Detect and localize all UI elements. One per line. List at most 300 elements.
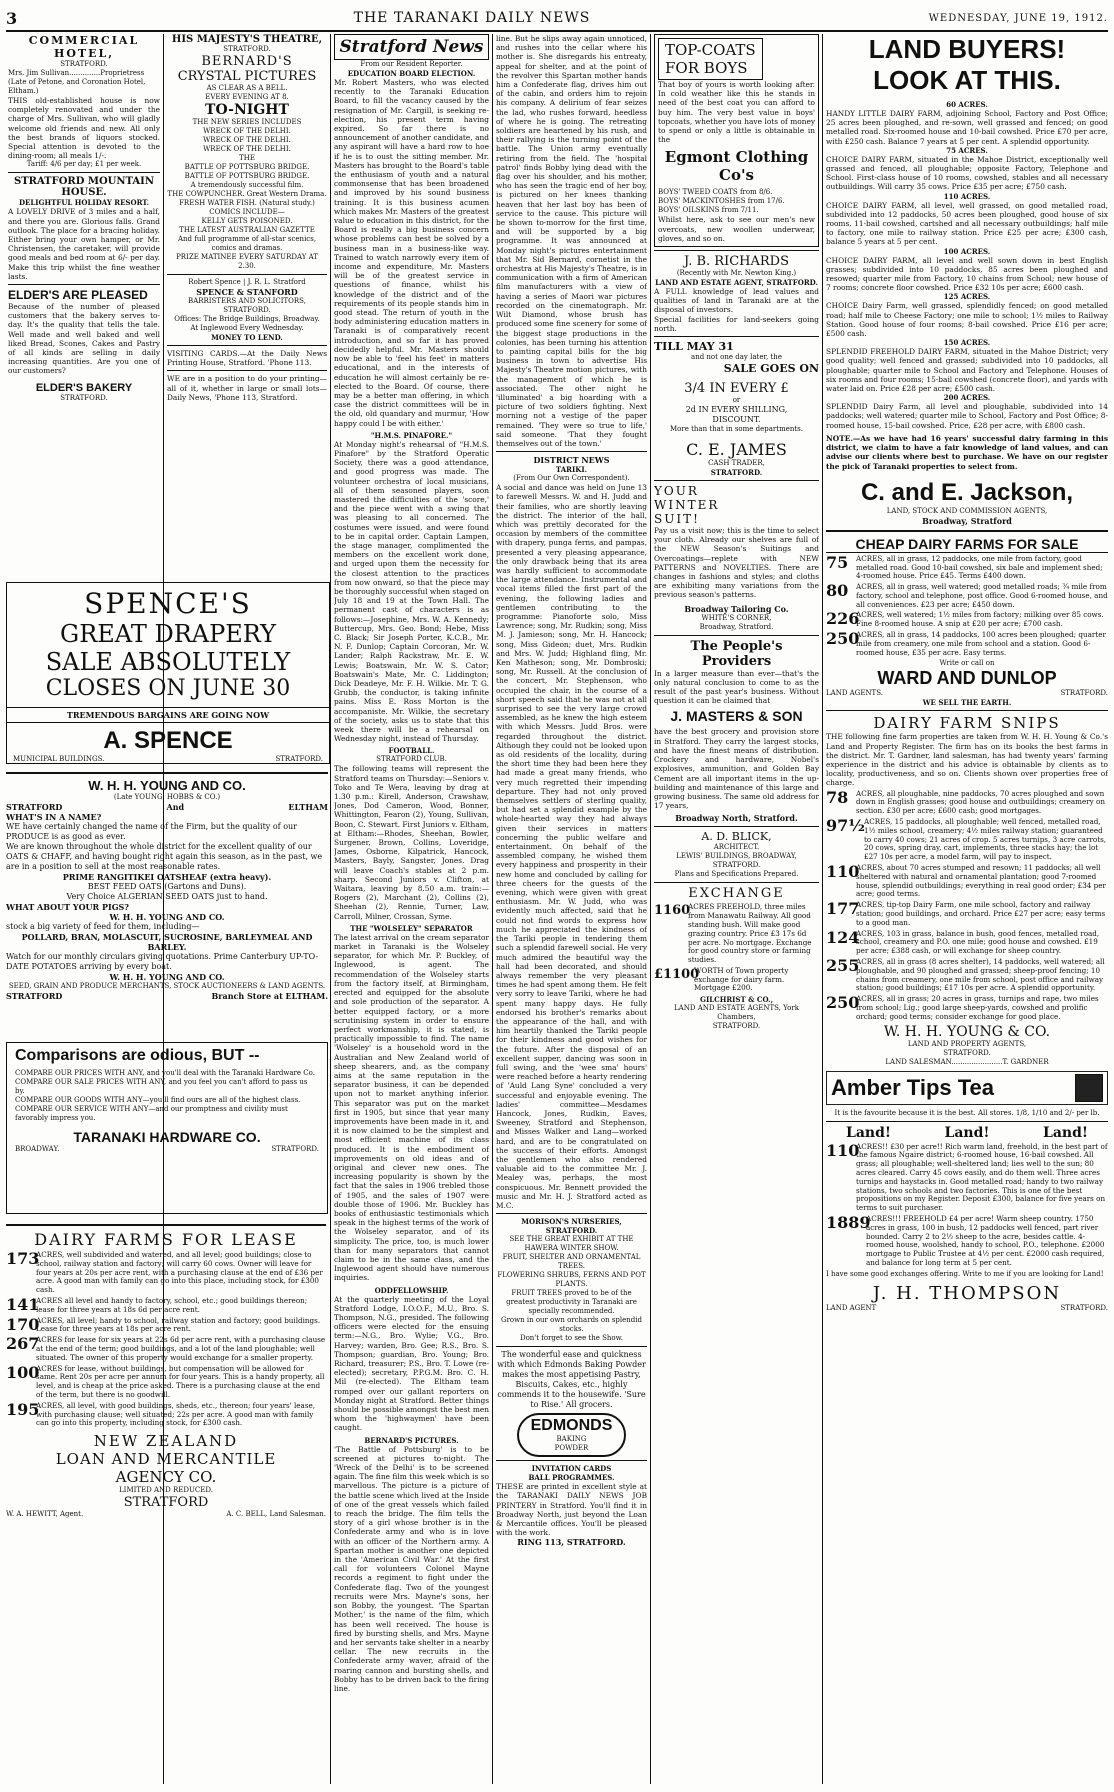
snip-desc: ACRES, 103 in grass, balance in bush, good fences, metalled road, school, creamery and P.O. one mile; good house and cowshed. £19 per acre; £388 cash, or will exchange for sheep country.: [856, 928, 1100, 956]
young-p1: WE have certainly changed the name of the Firm, but the quality of our PRODUCE is as good as ever.: [6, 822, 297, 841]
richards-ad: [654, 254, 819, 333]
lease-item: [6, 1251, 326, 1295]
lease-item: [6, 1362, 326, 1400]
farm-desc: HANDY LITTLE DAIRY FARM, adjoining School, Factory and Post Office; 25 acres been ploughed, and re-sown, well grassed and fenced; on good metalled road. Six-roomed house and 10-bail cowshed. Price £70 per acre, with £250 cash. Balance 7 years at 5 per cent. A splendid opportunity.: [826, 109, 1108, 146]
topcoats-item: BOYS' OILSKINS from 7/11.: [658, 206, 759, 215]
district-news-heading: DISTRICT NEWS: [533, 455, 610, 466]
farm-acres: 60 ACRES.: [946, 100, 988, 109]
young-h3: W. H. H. YOUNG AND CO.: [109, 912, 225, 922]
lease-acres: 141: [6, 1294, 40, 1314]
providers-ad: [654, 639, 819, 824]
young-question: WHAT'S IN A NAME?: [6, 812, 102, 822]
farm-acres: 110 ACRES.: [943, 191, 991, 201]
section-subheading: STRATFORD CLUB.: [376, 755, 447, 764]
printing-notice: WE are in a position to do your printing—all of it, whether in large or small lots—Daily News, 'Phone 113, Stratford.: [167, 374, 327, 402]
invitation-ring: RING 113, STRATFORD.: [517, 1537, 626, 1548]
elders-bakery-ad: [8, 288, 160, 403]
jackson-addr: Broadway, Stratford: [922, 515, 1012, 526]
film-2: WRECK OF THE DELHI.: [203, 145, 291, 153]
lease-item: [6, 1336, 326, 1362]
young-h4: W. H. H. YOUNG AND CO.: [109, 972, 225, 982]
young-f1: STRATFORD: [6, 991, 63, 1001]
column-2-top: [167, 34, 327, 594]
snip-item: [826, 901, 1108, 927]
invitation-cards-ad: [496, 1464, 647, 1547]
snip-item: [826, 995, 1108, 1021]
exchange-item: [654, 967, 819, 993]
thompson-desc: ACRES!! £30 per acre!! Rich warm land, freehold, in the best part of the famous Ngaire district; 6-roomed house, 16-bail cowshed. All grass; all ploughable; well-sheltered land; lies well to the sun; 80 acres cleared. Carry 45 cows easily, and do them well. Three acres turnips and haystacks in. Good metalled road; handy to two railway stations, two schools and two factories. This is one of the best propositions on my Register. Deposit £300, balance for five years on terms to suit purchaser.: [856, 1141, 1108, 1213]
blick-addr: LEWIS' BUILDINGS, BROADWAY, STRATFORD.: [676, 852, 797, 870]
blick-plans: Plans and Specifications Prepared.: [674, 870, 799, 879]
film-12: And full programme of all-star scenics, comics and dramas.: [177, 235, 317, 252]
article-body: line. But he slips away again unnoticed, and rushes into the cellar where his mother is. She disregards his entreaty, appeal for shelter, and at the point of the revolver this Spartan mother hands him a Confederate flag, drives him out of the cabin, and orders him to rejoin his company. A delirium of fear seizes the lad, who rushes forward, heedless of where he is going. The retreating soldiers are heartened by his rush, and their rallying is the turning point of the battle. The Union army eventually retiring from the field. The 'hospital patrol' finds Bobby lying dead with the flag over his shoulder, and his mother, who has seen the tragic end of her boy, is pictured on her knees thanking heaven that her last boy has been of service to the cause. This picture will be shown to-morrow for the first time, and will be supported by a big programme. It was announced at Monday night's pictures entertainment that Mr. Sid Bernard, cornetist in the orchestra at His Majesty's Theatre, is in communication with a firm of American film manufacturers with a view of having a series of Maori war pictures recorded on the cinematograph. Mr. Wilt Diamond, whose brush has produced some fine scenery for some of the biggest stage productions in the colonies, has been turning his attention to painting capital bills for the big business in town to advertise His Majesty's Theatre motion pictures, with the management of which he is associated. The other night he 'illuminated' a big hoarding with a picture of two soldiers fighting. Next morning not a vestige of the paper remained. 'They were so true to life,' said someone. 'That they fought themselves out of the town.': [496, 34, 647, 448]
section-heading: "H.M.S. PINAFORE.": [370, 430, 453, 440]
film-3: THE: [239, 154, 255, 162]
spence-stanford-ad: [167, 278, 327, 342]
cheap-desc: ACRES, well watered; 1½ miles from factory; milking over 85 cows. Fine 8-roomed house. A snip at £20 per acre; £700 cash.: [856, 610, 1104, 629]
column-rule: [492, 34, 493, 1784]
winter-body: Pay us a visit now; this is the time to select your cloth. Already our shelves are full of the NEW Season's Suitings and Overcoatings—replete with NEW PATTERNS and NOVELTIES. There are changes in fashions and styles; and cloths are exhibiting many variations from the previous season's patterns.: [654, 526, 819, 600]
thompson-item: [826, 1140, 1108, 1213]
snip-acres: 255: [826, 956, 860, 976]
newspaper-title: THE TARANAKI DAILY NEWS: [353, 10, 591, 26]
edmonds-logo-powder: POWDER: [554, 1444, 589, 1453]
topcoats-item: BOYS' TWEED COATS from 8/6.: [658, 188, 773, 197]
farm-acres: 125 ACRES.: [943, 292, 991, 302]
mountain-house-body: A LOVELY DRIVE of 3 miles and a half, and there you are. Glorious falls. Grand outlook. The place for a bracing holiday. Either bring your own hamper, or Mr. Christensen, the caretaker, will provide good meals and bed room at 6/- per day. Make this trip whilst the fine weather lasts.: [8, 207, 160, 281]
snip-desc: ACRES, about 70 acres stumped and resown; 11 paddocks; all well sheltered with natural and ornamental plantation; good 7-roomed house, splendid outbuildings; everything in real good order; £34 per acre; good terms.: [856, 863, 1106, 899]
cheap-headline: CHEAP DAIRY FARMS FOR SALE: [826, 536, 1108, 553]
cheap-item: [826, 552, 1108, 581]
topcoats-ad: [654, 34, 819, 247]
snip-item: [826, 864, 1108, 899]
column-rule: [650, 34, 651, 1784]
lease-acres: 195: [6, 1399, 40, 1419]
james-sale-ad: [654, 340, 819, 477]
morison-nurseries-ad: [496, 1217, 647, 1343]
edmonds-text: The wonderful ease and quickness with which Edmonds Baking Powder makes the most appetising Pastry, Biscuits, Cakes, etc., highly commends it to the housewife. 'Sure to Rise.' All grocers.: [497, 1350, 646, 1410]
land-exclaim-2: Land!: [944, 1124, 990, 1141]
ball-programmes: BALL PROGRAMMES.: [528, 1473, 615, 1483]
spence-bargains: TREMENDOUS BARGAINS ARE GOING NOW: [7, 707, 329, 723]
snips-salesman: LAND SALESMAN.......................T. GARDNER: [885, 1057, 1049, 1066]
blick-ad: [654, 830, 819, 879]
new-series: THE NEW SERIES INCLUDES: [192, 118, 302, 126]
snip-desc: ACRES, tip-top Dairy Farm, one mile school, factory and railway station; good buildings, and orchard. Price £27 per acre; easy terms to a good man.: [856, 900, 1106, 927]
district-news-column: [496, 34, 647, 1784]
blick-name: A. D. BLICK,: [701, 830, 772, 844]
farm-desc: SPLENDID Dairy Farm, all level and ploughable, subdivided into 14 paddocks; well watered; quarter mile to School, Factory and Post Office; 8-roomed house, 15-bail cowshed. Price, £28 per acre, with £800 cash.: [826, 402, 1108, 430]
column-5: [654, 34, 819, 1784]
ward-slogan: WE SELL THE EARTH.: [922, 698, 1012, 708]
thompson-acres: 1889: [826, 1212, 871, 1232]
young-title: W. H. H. YOUNG AND CO.: [88, 778, 246, 793]
jackson-name: C. and E. Jackson,: [860, 478, 1074, 506]
cheap-acres: 226: [826, 609, 860, 629]
topcoats-body-2: Whilst here, ask to see our men's new overcoats, new woollen underwear, gloves, and so on.: [658, 215, 815, 243]
lease-acres: 100: [6, 1362, 40, 1382]
film-8: FRESH WATER FISH. (Natural study.): [179, 199, 315, 207]
farm-desc: SPLENDID FREEHOLD DAIRY FARM, situated in the Mahoe District; very good quality; well fenced and grassed; subdivided into 10 paddocks, all ploughable; quarter mile to School and Factory and Telephone. Houses of six rooms and four rooms; 15-bail cowshed (concrete floor), and yards with water laid on. Price £28 per acre; £500 cash.: [826, 347, 1108, 394]
farm-acres: 150 ACRES.: [943, 338, 991, 348]
topcoats-body: That boy of yours is worth looking after. In cold weather like this he stands in need of the best coat you can afford to buy him. The very best value in boys' topcoats, whether you have lots of money to spend or only a little is obtainable in the: [658, 80, 815, 145]
winter-h3: SUIT!: [654, 512, 700, 527]
discount-shilling: 2d IN EVERY SHILLING,: [685, 405, 788, 415]
morison-trees: FRUIT, SHELTER AND ORNAMENTAL TREES.: [502, 1253, 641, 1271]
elders-town: STRATFORD.: [60, 393, 108, 402]
spence-town: STRATFORD.: [275, 755, 323, 763]
not-one-day: and not one day later, the: [691, 353, 782, 362]
snip-acres: 110: [826, 862, 860, 882]
james-town: STRATFORD.: [710, 468, 763, 478]
article-body: The following teams will represent the Stratford teams on Thursday:—Seniors v. Toko and Te Wera, leaving by drag at 1.30 p.m.: Kirell, Anderson, Crawshaw, Jones, Dod Cameron, Wood, Bonner, Whittington, Fearon (2), Young, Sullivan, Boon, C. Stewart. First Juniors v. Eltham, at Eltham:—Rhodes, Sheehan, Bowler, Surgener, Brown, Collins, Loveridge, James, Osborne, Kilpatrick, Hancock, Masters, Bayly, Sangster, Jones. Drag will leave Coach's stables at 2 p.m. sharp. Second Juniors v. Clifton, at Waitara, leaving by 8.50 a.m. train:—Rogers (2), Marchant (2), Collins (2), Sheehan (2), Rennie, Turner, Law, Carroll, Milner, Crossan, Syme.: [334, 764, 489, 921]
thompson-name: J. H. THOMPSON: [872, 1282, 1062, 1304]
gilchrist-town: STRATFORD.: [712, 1022, 761, 1031]
snips-firm-town: STRATFORD.: [943, 1048, 991, 1057]
hardware-item-2: COMPARE OUR GOODS WITH ANY—you'll find ours are all of the highest class.: [15, 1096, 301, 1104]
edmonds-logo-baking: BAKING: [556, 1435, 587, 1444]
hotel-proprietress-note: (Late of Petone, and Coronation Hotel, Eltham.): [8, 78, 146, 95]
elders-bakery-name: ELDER'S BAKERY: [35, 381, 133, 394]
lease-item: [6, 1399, 326, 1428]
topcoats-h2: FOR BOYS: [665, 59, 748, 77]
james-name: C. E. JAMES: [686, 440, 787, 460]
blick-title: ARCHITECT.: [713, 843, 760, 852]
section-heading: ODDFELLOWSHIP.: [374, 1285, 449, 1295]
richards-body-2: Special facilities for land-seekers going north.: [654, 314, 819, 333]
morison-shrubs: FLOWERING SHRUBS, FERNS AND POT PLANTS.: [497, 1271, 646, 1289]
his-majestys-theatre-ad: [167, 34, 327, 271]
hardware-addr: BROADWAY.: [15, 1145, 60, 1153]
film-11: THE LATEST AUSTRALIAN GAZETTE: [179, 226, 315, 234]
money-to-lend: MONEY TO LEND.: [211, 333, 283, 342]
film-6: A tremendously successful film.: [190, 181, 304, 189]
snip-acres: 177: [826, 899, 860, 919]
farm-desc: CHOICE DAIRY FARM, situated in the Mahoe District, exceptionally well grassed and fenced, all ploughable; opposite Factory, Telephone and School. First-class house of 10 rooms, cowshed, stables and all necessary outbuildings. Will carry 35 cows. Price £35 per acre; £750 cash.: [826, 154, 1108, 192]
winter-h1: YOUR: [654, 484, 699, 499]
column-6: [826, 34, 1108, 1784]
edmonds-ad: [496, 1350, 647, 1457]
lease-desc: ACRES, well subdivided and watered, and all level; good buildings; close to school, railway station and factory; will carry 60 cows. Owner will leave for four years at 20s per acre rent, with a purchasing clause at the end of £36 per acre. A good man with family can go into this place, including stock, for £300 cash.: [36, 1250, 323, 1295]
snip-item: [826, 958, 1108, 993]
lawyers-offices: Offices: The Bridge Buildings, Broadway.: [174, 315, 320, 323]
tailoring-name: Broadway Tailoring Co.: [684, 603, 789, 614]
lease-desc: ACRES all level and handy to factory, school, etc.; good buildings thereon; lease for three years at 18s 6d per acre rent.: [36, 1295, 308, 1314]
sale-goes-on: SALE GOES ON: [723, 362, 819, 376]
exchange-acres: 1160: [654, 903, 691, 919]
land-buyers-h1: LAND BUYERS!: [868, 34, 1066, 64]
cheap-item: [826, 631, 1108, 657]
cheap-acres: 80: [826, 581, 849, 601]
morison-fruit: FRUIT TREES proved to be of the greatest productivity in Taranaki are specially recommended.: [506, 1289, 637, 1316]
exchange-title: EXCHANGE: [688, 886, 785, 902]
exchange-desc: ACRES FREEHOLD, three miles from Manawatu Railway. All good standing bush. Will make good grazing country. Price £3 17s 6d per acre. No mortgage. Exchange for good country store or farming studies.: [688, 902, 812, 965]
lease-acres: 173: [6, 1249, 40, 1268]
thompson-title: LAND AGENT: [826, 1303, 877, 1312]
cheap-desc: ACRES, all in grass, 12 paddocks, one mile from factory, good metalled road. Good 10-bail cowshed, six bale and implement shed; 4-roomed house. Price £45. Terms £400 down.: [856, 553, 1103, 581]
young-q2: WHAT ABOUT YOUR PIGS?: [6, 902, 129, 912]
spence-addr: MUNICIPAL BUILDINGS.: [13, 755, 105, 763]
snip-item: [826, 818, 1108, 862]
nzlma-name-2: LOAN AND MERCANTILE: [55, 1450, 277, 1469]
farm-desc: CHOICE DAIRY FARM, all level and well sown down in best English grasses; subdivided into 10 paddocks, 85 acres been ploughed and resowed; quarter mile from Factory, 10 chains from School; new house of 7 rooms; concrete floor cowshed. Price £32 10s per acre; £600 cash.: [826, 255, 1108, 293]
hardware-item-3: COMPARE OUR SERVICE WITH ANY—and our promptness and civility must favorably impress you.: [15, 1105, 288, 1122]
masters-name: J. MASTERS & SON: [670, 708, 803, 725]
lawyers-names: Robert Spence | J. R. L. Stratford: [188, 278, 306, 286]
farm-acres: 100 ACRES.: [943, 246, 991, 256]
cheap-desc: ACRES, all in grass, well watered; good metalled roads; ¾ mile from factory, school and telephone, post office. Good 6-roomed house, and all conveniences. £23 per acre; £450 down.: [856, 582, 1108, 609]
nzlma-name-3: AGENCY CO.: [115, 1468, 217, 1487]
crystal-pictures: CRYSTAL PICTURES: [177, 69, 317, 84]
tonight: TO-NIGHT: [205, 102, 289, 118]
discount-word: DISCOUNT.: [712, 415, 761, 425]
discount-more: More than that in some departments.: [670, 425, 803, 434]
richards-title: LAND AND ESTATE AGENT, STRATFORD.: [655, 278, 818, 288]
lawyers-firm: SPENCE & STANFORD: [196, 287, 298, 297]
winter-suit-ad: [654, 484, 819, 632]
column-rule: [822, 34, 823, 1784]
land-buyers-note: NOTE.—As we have had 16 years' successful dairy farming in this district, we claim to have a fair knowledge of land values, and can advise our clients where best to purchase. We have on our register the pick of Taranaki properties to select from.: [826, 433, 1108, 471]
cheap-desc: ACRES, all in grass, 14 paddocks, 100 acres been ploughed; quarter mile from creamery, one mile from school and a station. Good 6-roomed house, £35 per acre. Easy terms.: [856, 630, 1106, 657]
tea-packet-icon: [1075, 1074, 1103, 1102]
discount-line: 3/4 IN EVERY £: [684, 381, 789, 397]
land-buyers-h2: LOOK AT THIS.: [873, 65, 1061, 95]
thompson-note: I have some good exchanges offering. Write to me if you are looking for Land!: [826, 1269, 1104, 1278]
topcoats-item: BOYS' MACKINTOSHES from 17/6.: [658, 197, 785, 206]
film-4: BATTLE OF POTTSBURG BRIDGE.: [184, 163, 310, 171]
nzlma-agent: W. A. HEWITT, Agent.: [6, 1510, 84, 1519]
film-5: BATTLE OF POTTSBURG BRIDGE.: [184, 172, 310, 180]
issue-date: WEDNESDAY, JUNE 19, 1912.: [928, 12, 1108, 24]
cheap-item: [826, 611, 1108, 629]
resident-reporter: From our Resident Reporter.: [360, 60, 463, 68]
snip-acres: 124: [826, 927, 860, 947]
exchange-ad: [654, 886, 819, 1031]
dairy-snips-ad: [826, 714, 1108, 1066]
stratford-news-title: Stratford News: [334, 34, 489, 60]
nzlma-salesman: A. C. BELL, Land Salesman.: [226, 1510, 326, 1519]
dairy-lease-ad: [6, 1220, 326, 1785]
thompson-desc: ACRES!!! FREEHOLD £4 per acre! Warm sheep country. 1750 acres in grass, 100 in bush, 12 paddocks well fenced, part river bounded. Carry 2 to 2½ sheep to the acre, besides cattle. 4-roomed house, woolshed, handy to school, P.O., telephone. £2000 mortgage to Public Trustee at 4½ per cent. £2000 cash required, and balance for long term at 5 per cent.: [866, 1213, 1105, 1267]
column-1-top: [8, 34, 160, 594]
providers-addr: Broadway North, Stratford.: [675, 813, 798, 824]
providers-body-2: have the best grocery and provision store in Stratford. They carry the largest stocks, and have the finest means of distribution. Crockery and hardware, Nobel's explosives, ammunition, and Golden Bay Cement are all important items in the up-building and maintenance of this large and growing business. The same old address for 17 years,: [654, 727, 819, 811]
spence-name: A. SPENCE: [103, 727, 233, 754]
exchange-value: £1100: [654, 966, 700, 982]
visiting-cards: VISITING CARDS.—At the Daily News Printing House, Stratford. 'Phone 113.: [167, 349, 327, 368]
tailoring-corner: WHITE'S CORNER,: [701, 613, 772, 622]
thompson-item: [826, 1212, 1108, 1268]
richards-sub: (Recently with Mr. Newton King.): [676, 269, 797, 278]
bernards-title: BERNARD'S: [201, 54, 293, 69]
hotel-tariff: Tariff: 4/6 per day; £1 per week.: [26, 160, 142, 169]
article-body: A social and dance was held on June 13 to farewell Messrs. W. and H. Judd and their families, who are shortly leaving the district. The interior of the hall, which was prettily decorated for the occasion by members of the committee with drapery, punga ferns, and pampas, presented a very pleasing appearance, the only drawback being that its area was hardly sufficient to accommodate the large attendance. Instrumental and vocal items filled the first part of the evening, the following ladies and gentlemen contributing to the programme: Pianoforte solo, Miss Lawrence; song, Mr. Rudkin; song, Miss M. J. Jamieson; song, Mr. H. Hancock; song, Miss Gideon; duet, Mrs. Rudkin and Mrs. W. Judd; Highland fling, Mr. Ken Matheson; song, Mr. Dombroski; song, Mr. Russell. At the conclusion of the concert, Mr. Stephenson, who occupied the chair, in the course of a short speech said that he was not at all surprised to see the very large crowd assembled, as he knew the high esteem with which Messrs. Judd Bros. were regarded throughout the district. Although they could not be looked upon as old residents of the locality, during the short time they had been here they had made a great many friends, who very much regretted their impending departure. They had not only proved themselves settlers of sterling quality, but had set a splendid example by the whole-hearted way they had always given their services in matters concerning the public welfare and entertainment. On behalf of the assembled company, he wished them every happiness and prosperity in their new home and concluded by calling for three cheers for the guests of the evening, which were given with great enthusiasm. Mr. W. Judd, who was evidently much affected, said that he could not find words to express how much he appreciated the kindness of the Tariki people in tendering them such a splendid farewell social. He very much admired the beautiful way the hall had been decorated, and should always remember the very pleasant times he had spent among them. He felt very sorry to leave Tariki, where he had spent many happy days. He fully endorsed his brother's remarks about the appearance of the hall, and with him heartily thanked the Tariki people for their kindness and good wishes for the future. After the disposal of an excellent supper, dancing was soon in full swing, and the 'wee sma' hours' were reached before a hearty rendering of 'Auld Lang Syne' concluded a very successful and enjoyable evening. The ladies' committee—Mesdames Hancock, Jones, Rudkin, Eaves, Sweeney, Stratford and Stephenson, and Misses Walker and Lang—worked hard, and are to be congratulated on the success of their efforts. Amongst the gentlemen who also rendered valuable aid to the committee Mr. J. Mealey was, perhaps, the most conspicuous. Mr. Bennett provided the music and Mr. H. J. Stratford acted as M.C.: [496, 483, 647, 1210]
hotel-name: COMMERCIAL HOTEL,: [28, 34, 140, 60]
spence-title: SPENCE'S: [84, 587, 252, 620]
edmonds-logo-name: EDMONDS: [530, 1417, 613, 1435]
young-p5: Very Choice ALGERIAN SEED OATS just to hand.: [66, 892, 268, 901]
land-buyers-ad: [826, 34, 1108, 526]
elders-title: ELDER'S ARE PLEASED: [8, 288, 148, 303]
nzlma-limited: LIMITED AND REDUCED.: [119, 1486, 213, 1495]
district-correspondent: (From Our Own Correspondent).: [513, 474, 630, 483]
hardware-headline: Comparisons are odious, BUT --: [15, 1047, 260, 1064]
mountain-house-ad: [8, 176, 160, 281]
land-exclaim-1: Land!: [846, 1124, 892, 1141]
lease-desc: ACRES for lease, without buildings, but compensation will be allowed for same. Rent 20s per acre per annum for four years. This is a handy property, all level, and is cheap at the price asked. There is a purchasing clause at the end of the term, but there is no goodwill.: [36, 1363, 325, 1399]
young-eltham: ELTHAM: [288, 802, 328, 812]
lease-item: [6, 1314, 326, 1335]
lease-desc: ACRES for lease for six years at 22s 6d per acre rent, with a purchasing clause at the end of the term; good buildings, and a lot of the land ploughable; well situated. The owner of this property would exchange for a smaller property.: [36, 1335, 326, 1362]
masthead: [6, 6, 1108, 32]
film-13: PRIZE MATINEE EVERY SATURDAY AT 2.30.: [176, 253, 318, 270]
snip-item: [826, 927, 1108, 956]
section-heading: THE "WOLSELEY" SEPARATOR: [350, 923, 473, 933]
stratford-news-column: [334, 34, 489, 1784]
mountain-house-title: STRATFORD MOUNTAIN HOUSE.: [13, 176, 154, 199]
spence-line3: SALE ABSOLUTELY: [45, 648, 291, 676]
providers-title: The People's Providers: [690, 638, 783, 669]
young-p3: PRIME RANGITIKEI OATSHEAF (extra heavy).: [62, 872, 272, 882]
nzlma-town: STRATFORD: [123, 1495, 209, 1511]
morison-exhibit: SEE THE GREAT EXHIBIT AT THE HAWERA WINTER SHOW.: [509, 1235, 634, 1253]
james-trade: CASH TRADER,: [708, 459, 765, 468]
land-exclaim-3: Land!: [1042, 1124, 1088, 1141]
snip-acres: 97½: [826, 816, 865, 836]
snips-firm-title: LAND AND PROPERTY AGENTS,: [907, 1039, 1027, 1048]
hotel-body: THIS old-established house is now completely renovated and under the charge of Mrs. Sullivan, who will gladly welcome old friends and new. All only the best brands of liquors stocked. Special attention is devoted to the dining-room; all meals 1/-.: [8, 96, 160, 161]
film-10: KELLY GETS POISONED.: [201, 217, 293, 225]
snip-desc: ACRES, 15 paddocks, all ploughable; well fenced, metalled road, 1½ miles school, creamery; 4½ miles railway station; guaranteed to carry 40 cows; 21 acres of crop. 5 acres turnips, 3 acre carrots, 20 cows, spring dray, cart, implements, three stacks hay; the lot £27 10s per acre, a model farm, will pay to inspect.: [864, 817, 1107, 862]
lawyers-inglewood: At Inglewood Every Wednesday.: [190, 324, 304, 332]
hardware-ad: [6, 1042, 328, 1214]
mountain-house-sub: DELIGHTFUL HOLIDAY RESORT.: [18, 198, 150, 208]
every-evening: EVERY EVENING AT 8.: [205, 93, 289, 101]
discount-or: or: [732, 396, 741, 405]
thompson-land-ad: [826, 1125, 1108, 1313]
thompson-acres: 110: [826, 1140, 860, 1160]
theatre-town: STRATFORD.: [223, 45, 271, 53]
hotel-town: STRATFORD.: [60, 60, 108, 68]
snip-item: [826, 787, 1108, 816]
hardware-item-0: COMPARE OUR PRICES WITH ANY, and you'll deal with the Taranaki Hardware Co.: [15, 1069, 315, 1077]
morison-grown: Grown in our own orchards on splendid stocks.: [500, 1316, 642, 1334]
cheap-dairy-ad: [826, 536, 1108, 708]
invitation-body: THESE are printed in excellent style at the TARANAKI DAILY NEWS JOB PRINTERY in Stratford. You'll find it in Broadway North, just beyond the Loan & Mercantile offices. You'll be pleased with the work.: [496, 1482, 647, 1538]
column-rule: [330, 34, 331, 1784]
section-heading: BERNARD'S PICTURES.: [364, 1435, 459, 1445]
edmonds-logo: [517, 1413, 627, 1457]
farm-acres: 200 ACRES.: [943, 393, 991, 403]
nzlma-name: NEW ZEALAND: [93, 1432, 239, 1451]
thompson-town: STRATFORD.: [1060, 1303, 1108, 1312]
snip-acres: 78: [826, 787, 849, 807]
lease-item: [6, 1294, 326, 1315]
article-body: At Monday night's rehearsal of "H.M.S. Pinafore" by the Stratford Operatic Society, there was a good attendance, and good progress was made. The volunteer orchestra of local musicians, all of them seasoned players, soon mastered the difficulties of the 'score,' and the piece went with a swing that was pleasing to all concerned. The costumes were issued, and were found to be in capital order. Captain Lampen, the stage manager, complimented the members on the excellent work done, and urged upon them the necessity for the closest attention to the practices from now onward, so that the piece may be thoroughly successful when staged on July 18 and 19 at the Town Hall. The permanent cast of characters is as follows:—Josephine, Mrs. W. A. Kennedy; Buttercup, Mrs. Geo. Bond; Hebe, Miss C. Black; Sir Joseph Porter, K.C.B., Mr. N. F. Dunlop; Captain Corcoran, Mr. W. Lander; Ralph Rackstraw, Mr. E. W. Lewis; Boatswain, Mr. W. S. Cator; Boatswain's Mate, Mr. C. Liddington; Dick Deadeye, Mr. F. H. Wilkie. Mr. T. G. Grubb, the conductor, is taking infinite pains. Miss E. Ross Morton is the accompaniste. Mr. Wilkie, the secretary of the society, asks us to state that this week there will be a rehearsal on Wednesday night, instead of Thursday.: [334, 439, 489, 744]
morison-title: MORISON'S NURSERIES, STRATFORD.: [521, 1217, 622, 1236]
young-p2: We are known throughout the whole district for the excellent quality of our OATS & CHAFF, and having bought right again this season, as in the past, we are in a position to sell at the most reasonable rates.: [6, 842, 323, 871]
ward-dunlop-name: WARD AND DUNLOP: [877, 668, 1057, 689]
young-p9: SEED, GRAIN AND PRODUCE MERCHANTS, STOCK AUCTIONEERS & LAND AGENTS.: [8, 982, 326, 990]
egmont-brand: Egmont Clothing Co's: [664, 148, 809, 185]
young-stratford: STRATFORD: [6, 802, 63, 812]
lease-headline: DAIRY FARMS FOR LEASE: [34, 1230, 298, 1249]
gilchrist-title: LAND AND ESTATE AGENTS, York Chambers,: [674, 1004, 799, 1022]
snips-headline: DAIRY FARM SNIPS: [873, 714, 1061, 733]
tailoring-addr: Broadway, Stratford.: [699, 622, 774, 631]
lease-acres: 170: [6, 1314, 40, 1334]
young-and: And: [166, 802, 185, 812]
young-p7: POLLARD, BRAN, MOLASCUIT, SUCROSINE, BARLEYMEAL AND BARLEY.: [21, 932, 313, 952]
young-p4: BEST FEED OATS (Gartons and Duns).: [87, 882, 247, 891]
lawyers-role: BARRISTERS AND SOLICITORS,: [188, 297, 306, 305]
lease-desc: ACRES, all level, with good buildings, sheds, etc., thereon; four years' lease, with purchasing clause; well situated; 22s per acre. A good man with family can go into this property, including stock, for £300 cash.: [36, 1400, 316, 1428]
article-body: Mr. Robert Masters, who was elected recently to the Taranaki Education Board, to fill the vacancy caused by the resignation of Mr. Cargill, is seeking re-election, his present term having expired. So far there is no announcement of another candidate, and any aspirant will have a hard row to hoe if he is to oust the sitting member. Mr. Masters has brought to the Board's table the enthusiasm of youth and a natural commonsense that has been broadened and improved by his sound business training. It is this business acumen which makes Mr. Masters of the greatest value to education in this district, for the Board is really a big business concern whose problems can best be solved by a business man in a business-like way. Trained to watch narrowly every item of income and expenditure, Mr. Masters will be of the greatest service in questions of finance, whilst his knowledge of the district and of the requirements of its people stands him in good stead. The return of youth in the body administering education matters in Taranaki is of comparatively recent introduction, and so far it has proved decidedly helpful. Mr. Masters should now be able to 'feel his feet' in matters educational, and in the interests of education he will almost certainly be re-elected to the Board. Of course, there may be a better man offering, in which case the district committees will be in the old, old quandary and murmur, 'How happy could I be with either.': [334, 78, 489, 428]
richards-name: J. B. RICHARDS: [684, 254, 789, 270]
film-9: COMICS INCLUDE—: [209, 208, 285, 216]
spence-sale-ad: [6, 582, 330, 764]
snip-desc: ACRES, all ploughable, nine paddocks, 70 acres ploughed and sown down in English grasses; good house and outbuildings; creamery on section. £30 per acre; £600 cash; good mortgages.: [856, 788, 1105, 816]
section-heading: FOOTBALL.: [388, 746, 435, 756]
young-produce-ad: [6, 768, 328, 1038]
cheap-acres: 75: [826, 552, 849, 572]
section-heading: EDUCATION BOARD ELECTION.: [347, 69, 476, 78]
lease-desc: ACRES, all level; handy to school, railway station and factory; good buildings. Lease for three years at 18s per acre rent.: [36, 1315, 321, 1334]
spence-line4: CLOSES ON JUNE 30: [45, 676, 291, 701]
providers-body: In a larger measure than ever—that's the only natural conclusion to come to as the result of the past year's business. Without question it can be claimed that: [654, 668, 819, 706]
cheap-item: [826, 583, 1108, 609]
snip-acres: 250: [826, 993, 860, 1013]
theatre-title: HIS MAJESTY'S THEATRE,: [171, 34, 323, 45]
hotel-proprietress: Mrs. Jim Sullivan..............Proprietress: [8, 69, 145, 77]
young-p8: Watch for our monthly circulars giving quotations. Prime Canterbury UP-TO-DATE POTATOES arriving by every boat.: [6, 952, 319, 971]
snip-desc: ACRES, all in grass; 20 acres in grass, turnips and rape, two miles from school; Lig.; good large sheep-yards, cowshed and prolific orchard; good terms; consider exchange for good place.: [856, 994, 1099, 1021]
article-body: At the quarterly meeting of the Loyal Stratford Lodge, I.O.O.F., M.U., Bro. S. Thompson, N.G., presided. The following officers were elected for the ensuing term:—N.G., Bro. Wylie; V.G., Bro. Harvey; warden, Bro. Gee; R.S., Bro. S. Thompson; guardian, Bro. Young; Bro. Richard, treasurer; P.S., Bro. T. Lowe (re-elected); secretary, P.P.G.M. Bro. C. H. Mil (re-elected). The Eltham team romped over our gallant reporters on Monday night at Stratford. Better things should be possible amongst the best men whom the 'highwaymen' have been caught.: [334, 1294, 489, 1433]
exchange-desc: WORTH of Town property exchange for dairy farm. Mortgage £200.: [694, 965, 789, 993]
winter-h2: WINTER: [654, 498, 720, 513]
lawyers-town: STRATFORD.: [223, 306, 271, 314]
cheap-write: Write or call on: [939, 659, 995, 668]
hardware-town: STRATFORD.: [271, 1145, 319, 1153]
film-7: THE COWPUNCHER. Great Western Drama.: [167, 190, 327, 198]
farm-desc: CHOICE Dairy Farm, well grassed, splendidly fenced; on good metalled road; half mile to Cheese Factory; one mile to school; 1½ miles to Railway Station. Good house of four rooms; 8-bail cowshed. Price £16 per acre; £500 cash.: [826, 301, 1108, 339]
film-0: WRECK OF THE DELHI.: [203, 127, 291, 135]
young-late: (Late YOUNG, HOBBS & CO.): [113, 793, 221, 801]
cheap-acres: 250: [826, 629, 860, 649]
district-tariki: TARIKI.: [555, 465, 588, 475]
exchange-item: [654, 903, 819, 965]
gilchrist-name: GILCHRIST & CO.,: [699, 995, 774, 1005]
snips-intro: THE following fine farm properties are taken from W. H. H. Young & Co.'s Land and Property Register. The firm has on its books the best farms in the district. Mr. T. Gardner, land salesman, has had twenty years' farming experience in the district and his advice is obtainable by clients as to locality, productiveness, and so on. Clients shown over properties free of charge.: [826, 732, 1108, 788]
farm-acres: 75 ACRES.: [946, 145, 988, 155]
article-body: 'The Battle of Pottsburg' is to be screened at pictures to-night. The 'Wreck of the Delhi' is to be screened again. The fine film this week which is so marvellous. The picture is a picture of the battle scene which lived at the Inside of one of the great vessels which failed to reach the bridge. The film tells the story of a girl whose brother is in the Confederate army and who is in love with an officer of the Northern army. A Spartan mother is another one depicted in the 'American Civil War.' At the first call for volunteers Colonel Mayne records a regiment to fight under the Confederate flag. Two of the youngest recruits were Mrs. Mayne's sons, her son Bobby, the youngest. 'The Spartan Mother,' is the name of the film, which has been well received. The house is fired by bursting shells, and Mrs. Mayne and her servants take shelter in a nearby cellar. The new recruits in the Confederate army waver, afraid of the roaring cannon and bursting shells, and Bobby has to be driven back to the firing line.: [334, 1444, 489, 1693]
young-f2: Branch Store at ELTHAM.: [211, 991, 328, 1001]
snip-desc: ACRES, all in grass (8 acres shelter), 14 paddocks, well watered; all ploughable, and 90 ploughed and grassed; sheep-proof fencing; 10 chains from creamery, one mile from school, post office and railway station; good buildings; £17 10s per acre. A splendid opportunity.: [856, 957, 1105, 993]
ward-title: LAND AGENTS.: [826, 689, 883, 698]
morison-show: Don't forget to see the Show.: [519, 1334, 624, 1343]
till-may: TILL MAY 31: [654, 340, 734, 354]
invitation-title: INVITATION CARDS: [531, 1464, 612, 1474]
hardware-item-1: COMPARE OUR SALE PRICES WITH ANY, and you feel you can't afford to pass us by.: [15, 1078, 308, 1095]
article-body: The latest arrival on the cream separator market in Taranaki is the Wolseley separator, for which Mr. P. Buckley, of Inglewood, is agent. The recommendation of the Wolseley starts from the factory itself, at Birmingham, erected and equipped for the absolute and sole production of the separator. A better equipped factory, or a more scrutinising system in order to ensure perfect workmanship, it is stated, is practically impossible to find. The name 'Wolseley' is a household word in the Australian and New Zealand world of sheep shearers, and, as the company aims at the same reputation in the separator business, it can be depended upon not to market anything inferior. This separator was put on the market first in 1905, but since that year many improvements have been made in it, and it is now claimed to be the simplest and most efficient machine of its class produced. It is the embodiment of improvements on old ideas and of original and clever new ones. The increasing popularity is shown by the fact that the sales in 1906 trebled those of 1905, and the sales of 1907 were double those of 1906. Mr. Buckley has books of enthusiastic testimonials which speak in the highest terms of the work of the Wolseley separator, and of its simplicity. The price, too, is much lower than for many separators that cannot claim to be in the same class, and the Inglewood agent should have numerous inquiries.: [334, 932, 489, 1283]
ward-town: STRATFORD.: [1060, 689, 1108, 698]
page-number: 3: [6, 8, 19, 28]
elders-body: Because of the number of pleased customers that the bakery serves to-day. It's the quality that tells the tale. Well made and well baked and well liked Bread, Scones, Cakes and Pastry of all kinds are selling in daily increasing quantities. Are you one of our customers?: [8, 302, 160, 376]
young-p6: stock a big variety of feed for them, including—: [6, 922, 200, 931]
hardware-name: TARANAKI HARDWARE CO.: [73, 1129, 261, 1145]
film-1: WRECK OF THE DELHI.: [203, 136, 291, 144]
topcoats-title: [658, 38, 763, 80]
